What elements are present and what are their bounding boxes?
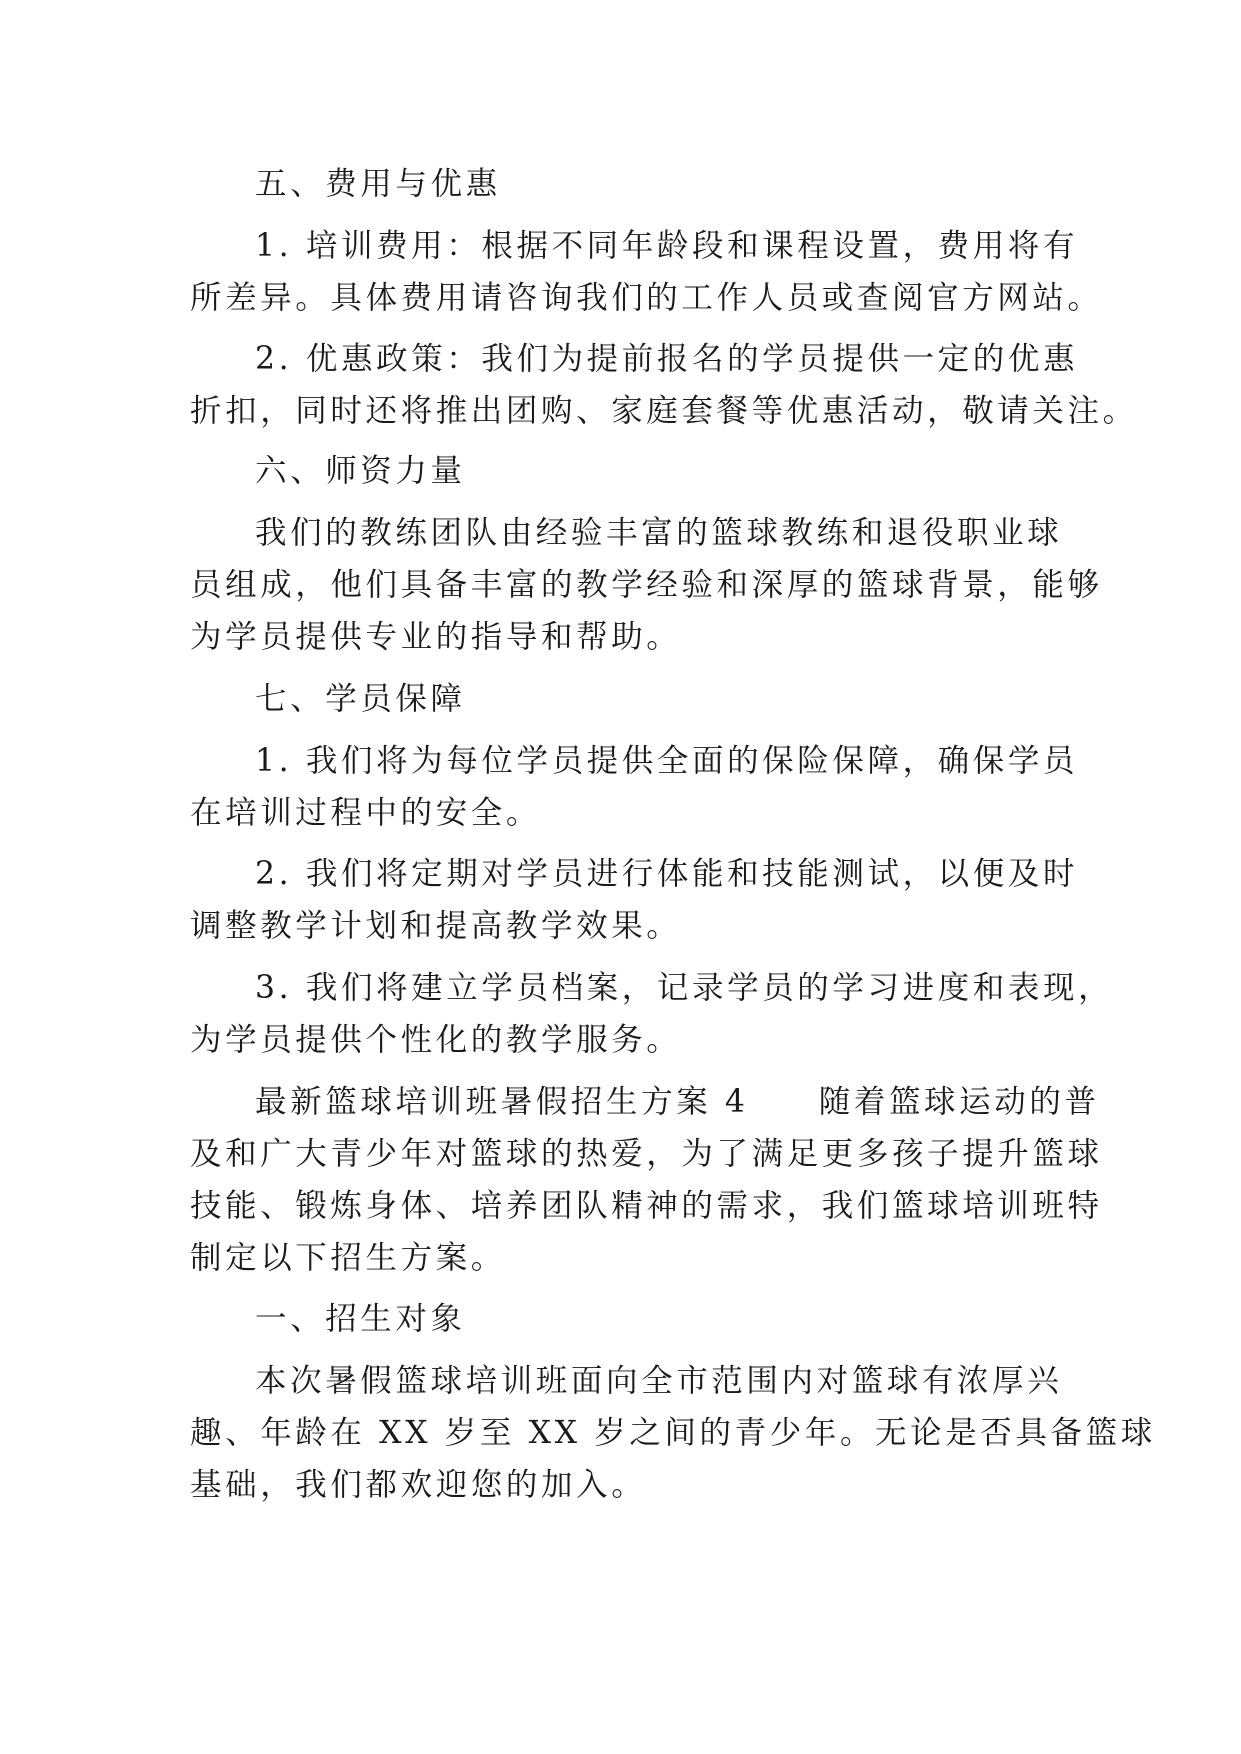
- paragraph-line: 趣、年龄在 XX 岁至 XX 岁之间的青少年。无论是否具备篮球: [190, 1415, 1156, 1451]
- paragraph-line: 折扣，同时还将推出团购、家庭套餐等优惠活动，敬请关注。: [190, 393, 1138, 429]
- paragraph-line: 本次暑假篮球培训班面向全市范围内对篮球有浓厚兴: [255, 1363, 1063, 1399]
- paragraph-line: 1. 培训费用：根据不同年龄段和课程设置，费用将有: [255, 228, 1079, 264]
- paragraph-line: 2. 我们将定期对学员进行体能和技能测试，以便及时: [255, 856, 1079, 892]
- paragraph-line: 员组成，他们具备丰富的教学经验和深厚的篮球背景，能够: [190, 567, 1103, 603]
- paragraph-line: 为学员提供个性化的教学服务。: [190, 1022, 682, 1058]
- section-heading-faculty: 六、师资力量: [255, 453, 466, 489]
- paragraph-line: 技能、锻炼身体、培养团队精神的需求，我们篮球培训班特: [190, 1188, 1103, 1224]
- paragraph-line: 所差异。具体费用请咨询我们的工作人员或查阅官方网站。: [190, 280, 1103, 316]
- paragraph-line: 制定以下招生方案。: [190, 1240, 506, 1276]
- paragraph-line: 最新篮球培训班暑假招生方案 4 随着篮球运动的普: [255, 1084, 1100, 1120]
- paragraph-line: 3. 我们将建立学员档案，记录学员的学习进度和表现，: [255, 970, 1114, 1006]
- paragraph-line: 为学员提供专业的指导和帮助。: [190, 619, 682, 655]
- paragraph-line: 及和广大青少年对篮球的热爱，为了满足更多孩子提升篮球: [190, 1136, 1103, 1172]
- paragraph-line: 1. 我们将为每位学员提供全面的保险保障，确保学员: [255, 743, 1079, 779]
- paragraph-line: 在培训过程中的安全。: [190, 795, 542, 831]
- paragraph-line: 调整教学计划和提高教学效果。: [190, 908, 682, 944]
- section-heading-student-protection: 七、学员保障: [255, 681, 466, 717]
- paragraph-line: 基础，我们都欢迎您的加入。: [190, 1467, 647, 1503]
- section-heading-fees: 五、费用与优惠: [255, 166, 501, 202]
- section-heading-target: 一、招生对象: [255, 1301, 466, 1337]
- paragraph-line: 我们的教练团队由经验丰富的篮球教练和退役职业球: [255, 515, 1063, 551]
- paragraph-line: 2. 优惠政策：我们为提前报名的学员提供一定的优惠: [255, 341, 1079, 377]
